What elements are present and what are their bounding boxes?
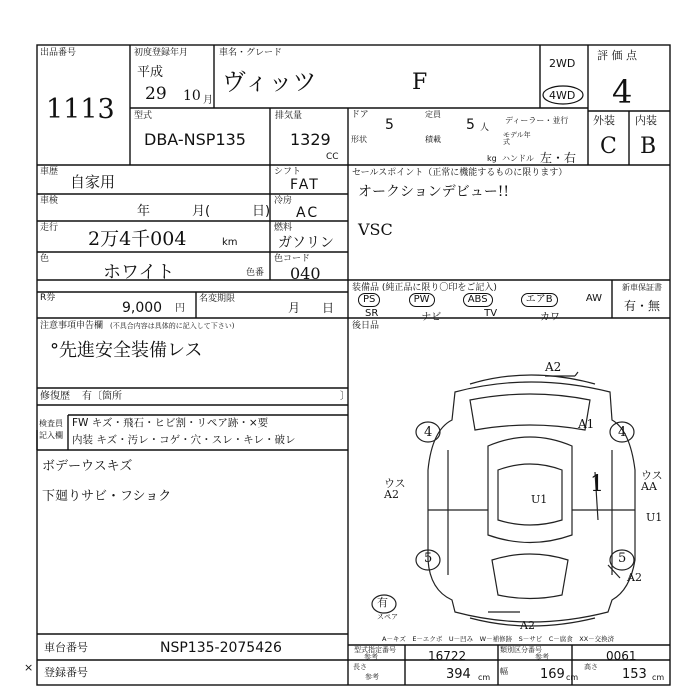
- person-unit: 人: [480, 123, 490, 133]
- exterior-label: 外装: [593, 114, 615, 127]
- inspector-memo-1: ボデーウスキズ: [42, 459, 133, 474]
- width-unit: cm: [566, 673, 579, 682]
- selling-point-1: オークションデビュー!!: [358, 184, 509, 200]
- repair-close: 〕: [340, 391, 350, 402]
- handle-label: ハンドル: [502, 154, 534, 163]
- equipment-label: 装備品 (純正品に限り〇印をご記入): [352, 283, 497, 293]
- category-number: 0061: [606, 649, 637, 663]
- capacity-label: 定員: [425, 110, 441, 119]
- shape-label: 形状: [351, 135, 367, 144]
- interior-grade: B: [640, 134, 657, 159]
- model: DBA-NSP135: [144, 130, 246, 149]
- chassis-label: 車台番号: [44, 641, 88, 654]
- inspector-label-2: 記入欄: [39, 431, 63, 440]
- cc-unit: CC: [326, 152, 339, 162]
- car-diagram: [372, 372, 635, 626]
- equip-tv: TV: [484, 308, 498, 319]
- ac: AC: [296, 205, 320, 221]
- owner-change-month: 月: [288, 301, 301, 315]
- drive-2wd: 2WD: [549, 57, 576, 70]
- color-code: 040: [290, 264, 321, 283]
- inspection-month: 月(: [192, 204, 211, 219]
- mark-rear-right-a2: A2: [627, 571, 642, 584]
- lot-number-label: 出品番号: [40, 48, 77, 58]
- length: 394: [446, 667, 471, 682]
- notes-sublabel: (不具合内容は具体的に記入して下さい): [110, 322, 235, 330]
- owner-change-label: 名変期限: [199, 294, 236, 304]
- mark-wheel-rl: 5: [424, 551, 433, 566]
- color-code-label: 色コード: [274, 254, 311, 264]
- model-no-label: 型式指定番号: [354, 646, 396, 654]
- category-label: 類別区分番号: [500, 646, 542, 654]
- equip-aw: AW: [585, 293, 602, 304]
- color: ホワイト: [103, 262, 175, 283]
- height: 153: [622, 667, 647, 682]
- damage-legend: A－キズ E－エクボ U－凹み W－補修跡 S－サビ C－腐食 XX－交換済: [382, 635, 615, 643]
- spare-label: スペア: [377, 613, 398, 621]
- equipment-row-bottom: [365, 308, 560, 323]
- displacement: 1329: [290, 130, 331, 149]
- warranty-label: 新車保証書: [622, 283, 662, 292]
- model-year-label: モデル年式: [503, 131, 531, 146]
- car-name-label: 車名・グレード: [219, 48, 283, 58]
- fuel: ガソリン: [278, 235, 334, 251]
- length-ref-label: 参考: [365, 673, 379, 681]
- equip-pw: PW: [409, 293, 435, 307]
- spare-mark: 有: [377, 596, 388, 609]
- width: 169: [540, 667, 565, 682]
- doors-label: ドア: [351, 110, 369, 120]
- reg-month: 10: [183, 88, 201, 104]
- height-label: 高さ: [584, 663, 598, 671]
- selling-point-2: VSC: [358, 220, 393, 239]
- category-ref-label: 参考: [535, 653, 549, 661]
- reg-year: 29: [145, 84, 167, 104]
- mark-right-usu-aa: ウス AA: [641, 469, 663, 493]
- lot-number: 1113: [46, 94, 115, 125]
- recycle-amount: 9,000: [122, 300, 163, 316]
- mark-a1: A1: [578, 417, 595, 431]
- exterior-grade: C: [600, 134, 617, 159]
- era: 平成: [137, 65, 164, 80]
- score-label: 評 価 点: [597, 49, 637, 62]
- equip-leather: カワ: [539, 312, 560, 323]
- displacement-label: 排気量: [275, 111, 303, 121]
- inspector-label-1: 検査員: [39, 419, 63, 428]
- first-reg-label: 初度登録年月: [134, 48, 189, 58]
- mileage: 2万4千004: [88, 228, 187, 250]
- equipment-row-top: [358, 293, 608, 307]
- load-label: 積載: [425, 135, 441, 144]
- model-label: 型式: [134, 111, 153, 121]
- dealer-label: ディーラー・並行: [505, 116, 569, 125]
- equip-sr: SR: [365, 308, 379, 319]
- notes-label: 注意事項申告欄: [40, 321, 104, 331]
- drive-4wd: 4WD: [549, 89, 576, 102]
- equip-airbag: エアB: [521, 293, 558, 307]
- reg-number-label: 登録番号: [44, 666, 88, 679]
- mark-wheel-fl: 4: [424, 425, 433, 440]
- mark-front-a2: A2: [545, 360, 562, 374]
- mark-wheel-fr: 4: [618, 425, 627, 440]
- equip-abs: ABS: [463, 293, 493, 307]
- yen-unit: 円: [175, 303, 185, 314]
- after-items-label: 後日品: [352, 321, 380, 331]
- shift-label: シフト: [274, 167, 302, 177]
- history-label: 車歴: [40, 167, 59, 177]
- km-unit: km: [222, 237, 238, 248]
- fuel-label: 燃料: [274, 223, 293, 233]
- inspection-year: 年: [137, 204, 151, 219]
- mark-left-usu-a2: ウス A2: [384, 477, 406, 501]
- repair-label: 修復歴: [40, 391, 70, 402]
- inspector-memo-2: 下廻りサビ・フショク: [42, 489, 172, 504]
- x-mark-icon: ×: [24, 661, 34, 674]
- mark-right-u1: U1: [646, 511, 663, 524]
- mark-center-u1: U1: [531, 493, 548, 506]
- month-suffix: 月: [203, 95, 213, 106]
- capacity: 5: [466, 117, 475, 133]
- selling-points-label: セールスポイント（正常に機能するものに限ります）: [352, 168, 568, 178]
- shift: FAT: [290, 177, 320, 193]
- equip-navi: ナビ: [421, 312, 442, 323]
- length-label: 長さ: [353, 663, 367, 671]
- inspection-day: 日): [252, 204, 271, 219]
- height-unit: cm: [652, 673, 665, 682]
- score: 4: [612, 73, 633, 111]
- doors: 5: [385, 117, 394, 133]
- model-no-ref-label: 参考: [364, 653, 378, 661]
- repair-value: 有〔箇所: [82, 391, 122, 402]
- equip-ps: PS: [358, 293, 380, 307]
- recycle-label: R券: [40, 293, 56, 303]
- ac-label: 冷房: [274, 196, 293, 206]
- notes-text: °先進安全装備レス: [50, 340, 203, 361]
- inspector-row-2: 内装 キズ・汚レ・コゲ・穴・スレ・キレ・破レ: [72, 434, 296, 446]
- inspector-row-1: FW キズ・飛石・ヒビ割・リペア跡・×要: [72, 417, 269, 429]
- model-no: 16722: [428, 649, 467, 663]
- chassis-number: NSP135-2075426: [160, 640, 282, 656]
- warranty-value: 有・無: [624, 299, 661, 313]
- history: 自家用: [70, 173, 116, 191]
- width-label: 幅: [500, 667, 508, 676]
- color-no-label: 色番: [246, 268, 265, 278]
- mark-wheel-rr: 5: [618, 551, 627, 566]
- interior-label: 内装: [635, 114, 657, 127]
- mark-right-1: 1: [590, 472, 604, 497]
- inspection-label: 車検: [40, 196, 59, 206]
- length-unit: cm: [478, 673, 491, 682]
- color-label: 色: [40, 254, 50, 264]
- car-name: ヴィッツ: [222, 68, 317, 96]
- mileage-label: 走行: [40, 223, 59, 233]
- handle-value: 左・右: [540, 151, 577, 165]
- owner-change-day: 日: [322, 301, 335, 315]
- grade: F: [412, 70, 428, 95]
- mark-rear-a2: A2: [520, 619, 535, 632]
- kg-label: kg: [487, 154, 497, 163]
